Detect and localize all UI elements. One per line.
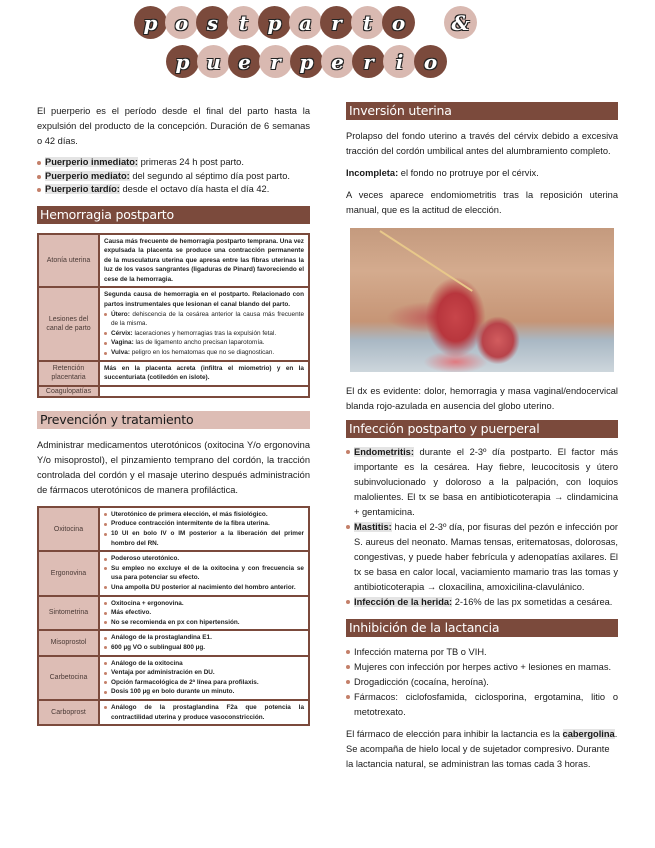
inversion-text: Prolapso del fondo uterino a través del cérvix debido a excesiva tracción del cordón umbilical antes del alumbramiento completo. <box>346 131 618 156</box>
title-letter-bubble: t <box>227 6 260 39</box>
table-row <box>38 596 309 631</box>
list-item: Una ampolla DU posterior al nacimiento del hombro anterior. <box>104 583 304 593</box>
title-line-1 <box>134 6 475 39</box>
list-item: Mujeres con infección por herpes activo + lesiones en mamas. <box>346 660 618 675</box>
list-item: Vulva: peligro en los hematomas que no se diagnostican. <box>104 348 304 358</box>
intro-text: El puerperio es el período desde el final del parto hasta la expulsión del producto de la concepción. Duración de 6 semanas o 42 días. <box>37 106 310 146</box>
incompleta-text: Incompleta: el fondo no protruye por el cérvix. <box>346 168 539 178</box>
endomiometritis-text: A veces aparece endomiometritis tras la reposición uterina manual, que es la actitud de elección. <box>346 190 618 215</box>
list-item: Oxitocina + ergonovina. <box>104 599 304 609</box>
list-item: Más efectivo. <box>104 608 304 618</box>
drug-name: Sintometrina <box>38 596 99 631</box>
list-item: Análogo de la oxitocina <box>104 659 304 669</box>
title-letter-bubble: s <box>196 6 229 39</box>
title-letter-bubble: u <box>197 45 230 78</box>
list-item: Drogadicción (cocaína, heroína). <box>346 675 618 690</box>
list-item: Uterotónico de primera elección, el más fisiológico. <box>104 510 304 520</box>
section-heading-lactancia: Inhibición de la lactancia <box>346 619 618 637</box>
table-row <box>38 386 309 397</box>
table-row <box>38 287 309 360</box>
drug-details <box>99 700 309 725</box>
probe-shape <box>379 230 472 292</box>
drug-name: Misoprostol <box>38 630 99 655</box>
list-item: Produce contracción intermitente de la fibra uterina. <box>104 519 304 529</box>
title-letter-bubble: p <box>258 6 291 39</box>
table-row <box>38 656 309 700</box>
title-letter-bubble: o <box>165 6 198 39</box>
infeccion-list <box>346 445 618 610</box>
section-heading-inversion: Inversión uterina <box>346 102 618 120</box>
drug-details <box>99 656 309 700</box>
list-item: 600 µg VO o sublingual 800 µg. <box>104 643 304 653</box>
title-letter-bubble: o <box>414 45 447 78</box>
list-item: Puerperio tardío: desde el octavo día hasta el día 42. <box>37 183 310 197</box>
title-letter-bubble: & <box>444 6 477 39</box>
table-row <box>38 507 309 551</box>
puerperio-phases-list <box>37 156 310 197</box>
title-letter-bubble: p <box>166 45 199 78</box>
table-row <box>38 551 309 595</box>
list-item: Poderoso uterotónico. <box>104 554 304 564</box>
title-letter-bubble: r <box>320 6 353 39</box>
row-text: Más en la placenta acreta (infiltra el miometrio) y en la succenturiata (cotiledón en islote). <box>99 361 309 386</box>
row-text <box>99 386 309 397</box>
section-heading-prevencion: Prevención y tratamiento <box>37 411 310 429</box>
row-label: Atonía uterina <box>38 234 99 288</box>
left-column <box>37 104 310 726</box>
title-letter-bubble: p <box>134 6 167 39</box>
row-label: Lesiones del canal de parto <box>38 287 99 360</box>
title-letter-bubble: r <box>352 45 385 78</box>
uterotonicos-table <box>37 506 310 726</box>
title-letter-bubble: e <box>228 45 261 78</box>
section-heading-hemorragia: Hemorragia postparto <box>37 206 310 224</box>
drug-details <box>99 596 309 631</box>
drug-details <box>99 507 309 551</box>
drug-name: Ergonovina <box>38 551 99 595</box>
title-letter-bubble: e <box>321 45 354 78</box>
list-item: Infección materna por TB o VIH. <box>346 645 618 660</box>
cabergolina-text: El fármaco de elección para inhibir la lactancia es la cabergolina. Se acompaña de hielo local y de sujetador compresivo. Durante la lactancia natural, se administran las tomas cada 3 horas. <box>346 729 618 769</box>
table-row <box>38 630 309 655</box>
uterine-inversion-image <box>350 228 614 372</box>
row-text: Segunda causa de hemorragia en el postparto. Relacionado con partos instrumentales que lesionan el canal blando del parto. Útero: dehiscencia de la cesárea anterior la causa más frecuente de la misma. Cérvix: laceraciones y hemorragias tras la expulsión fetal. Vagina: las de ligamento ancho precisan laparotomía. Vulva: peligro en los hematomas que no se diagnostican. <box>99 287 309 360</box>
list-item: Opción farmacológica de 2ª línea para profilaxis. <box>104 678 304 688</box>
list-item: Dosis 100 µg en bolo durante un minuto. <box>104 687 304 697</box>
drug-name: Oxitocina <box>38 507 99 551</box>
list-item: Cérvix: laceraciones y hemorragias tras la expulsión fetal. <box>104 329 304 339</box>
title-letter-bubble: i <box>383 45 416 78</box>
lactancia-list <box>346 645 618 720</box>
row-label: Coagulopatías <box>38 386 99 397</box>
list-item: Infección de la herida: 2-16% de las px sometidas a cesárea. <box>346 595 618 610</box>
title-spacer <box>413 6 446 39</box>
title-letter-bubble: p <box>290 45 323 78</box>
table-row <box>38 361 309 386</box>
list-item: Útero: dehiscencia de la cesárea anterior la causa más frecuente de la misma. <box>104 310 304 329</box>
list-item: Análogo de la prostaglandina E1. <box>104 633 304 643</box>
list-item: Endometritis: durante el 2-3º día postparto. El factor más importante es la cesárea. Hay fiebre, leucocitosis y útero subinvolucionado y doloroso a la palpación, con loquios malolientes. El tx se basa en antibioticoterapia → clindamicina + gentamicina. <box>346 445 618 520</box>
list-item: Fármacos: ciclofosfamida, ciclosporina, ergotamina, litio o metotrexato. <box>346 690 618 720</box>
list-item: Análogo de la prostaglandina F2a que potencia la contractilidad uterina y produce vasoconstricción. <box>104 703 304 722</box>
drug-name: Carbetocina <box>38 656 99 700</box>
drug-name: Carboprost <box>38 700 99 725</box>
row-label: Retención placentaria <box>38 361 99 386</box>
list-item: No se recomienda en px con hipertensión. <box>104 618 304 628</box>
title-line-2 <box>166 45 445 78</box>
row-text: Causa más frecuente de hemorragia postparto temprana. Una vez expulsada la placenta se produce una contracción permanente de la musculatura uterina que apresa entre las fibras uterinas la luz de los vasos sangrantes (ligaduras de Pinard) favoreciendo el cese de la hemorragia. <box>99 234 309 288</box>
list-item: Ventaja por administración en DU. <box>104 668 304 678</box>
hemorragia-table <box>37 233 310 398</box>
title-letter-bubble: r <box>259 45 292 78</box>
list-item: Su empleo no excluye el de la oxitocina y con frecuencia se usa para potenciar su efecto. <box>104 564 304 583</box>
drug-details <box>99 551 309 595</box>
section-heading-infeccion: Infección postparto y puerperal <box>346 420 618 438</box>
table-row <box>38 700 309 725</box>
list-item: Vagina: las de ligamento ancho precisan laparotomía. <box>104 338 304 348</box>
title-letter-bubble: t <box>351 6 384 39</box>
list-item: Mastitis: hacia el 2-3º día, por fisuras del pezón e infección por S. aureus del neonato. Mamas tensas, eritematosas, dolorosas, congestivas, y puede haber febrícula y adenopatías axilares. El tx se basa en calor local, vaciamiento mamario tras las tomas y antibioticoterapia → cloxacilina, amoxicilina-clavulánico. <box>346 520 618 595</box>
right-column <box>346 102 618 772</box>
title-letter-bubble: a <box>289 6 322 39</box>
list-item: Puerperio inmediato: primeras 24 h post parto. <box>37 156 310 170</box>
list-item: 10 UI en bolo IV o IM posterior a la liberación del primer hombro del RN. <box>104 529 304 548</box>
prevencion-text: Administrar medicamentos uterotónicos (oxitocina Y/o ergonovina Y/o misoprostol), el pinzamiento temprano del cordón, la tracción controlada del cordón y el masaje uterino después administración de fármacos uterotónicos de manera profiláctica. <box>37 439 310 495</box>
drug-details <box>99 630 309 655</box>
diagnosis-text: El dx es evidente: dolor, hemorragia y masa vaginal/endocervical blanda rojo-azulada en ausencia del globo uterino. <box>346 386 618 411</box>
table-row <box>38 234 309 288</box>
list-item: Puerperio mediato: del segundo al séptimo día post parto. <box>37 170 310 184</box>
title-letter-bubble: o <box>382 6 415 39</box>
